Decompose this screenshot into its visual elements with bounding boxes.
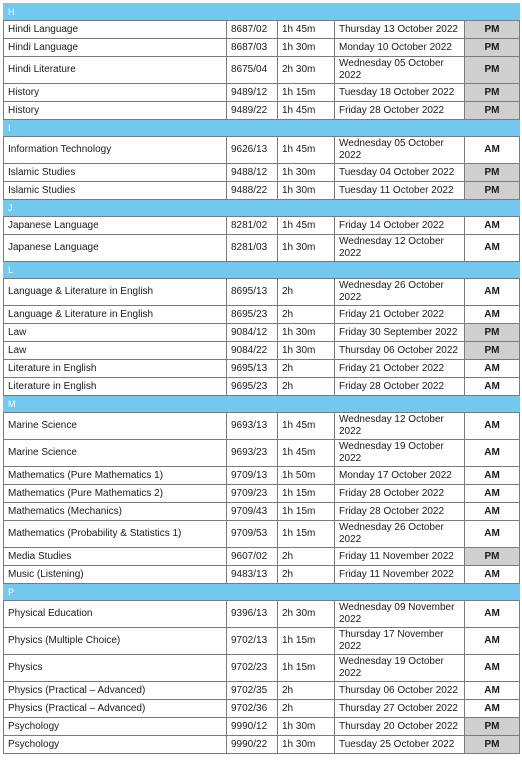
date-cell: Wednesday 05 October 2022 — [335, 57, 465, 84]
table-row — [4, 279, 520, 306]
table-row — [4, 700, 520, 718]
duration-cell: 1h 45m — [278, 137, 335, 164]
session-cell: PM — [465, 342, 520, 360]
code-cell: 9709/53 — [227, 521, 278, 548]
date-cell: Thursday 13 October 2022 — [335, 21, 465, 39]
code-cell: 9709/23 — [227, 485, 278, 503]
section-header — [4, 120, 520, 137]
table-row — [4, 182, 520, 200]
duration-cell: 1h 30m — [278, 736, 335, 754]
timetable-body — [4, 4, 520, 754]
session-cell: AM — [465, 700, 520, 718]
date-cell: Thursday 17 November 2022 — [335, 628, 465, 655]
duration-cell: 1h 50m — [278, 467, 335, 485]
code-cell: 9702/23 — [227, 655, 278, 682]
table-row — [4, 102, 520, 120]
section-header — [4, 4, 520, 21]
subject-cell: Physics (Practical – Advanced) — [4, 682, 227, 700]
subject-cell: Marine Science — [4, 413, 227, 440]
subject-cell: Literature in English — [4, 360, 227, 378]
date-cell: Tuesday 04 October 2022 — [335, 164, 465, 182]
table-row — [4, 601, 520, 628]
duration-cell: 1h 30m — [278, 182, 335, 200]
date-cell: Friday 21 October 2022 — [335, 360, 465, 378]
duration-cell: 1h 15m — [278, 485, 335, 503]
code-cell: 9489/22 — [227, 102, 278, 120]
table-row — [4, 342, 520, 360]
code-cell: 9488/12 — [227, 164, 278, 182]
code-cell: 9709/43 — [227, 503, 278, 521]
date-cell: Friday 11 November 2022 — [335, 566, 465, 584]
subject-cell: History — [4, 84, 227, 102]
table-row — [4, 84, 520, 102]
session-cell: AM — [465, 235, 520, 262]
session-cell: PM — [465, 324, 520, 342]
session-cell: PM — [465, 736, 520, 754]
duration-cell: 2h 30m — [278, 57, 335, 84]
table-row — [4, 503, 520, 521]
table-row — [4, 164, 520, 182]
code-cell: 9702/35 — [227, 682, 278, 700]
subject-cell: Mathematics (Probability & Statistics 1) — [4, 521, 227, 548]
date-cell: Wednesday 12 October 2022 — [335, 235, 465, 262]
subject-cell: Hindi Literature — [4, 57, 227, 84]
subject-cell: Literature in English — [4, 378, 227, 396]
duration-cell: 1h 15m — [278, 503, 335, 521]
duration-cell: 2h — [278, 548, 335, 566]
code-cell: 9607/02 — [227, 548, 278, 566]
subject-cell: Media Studies — [4, 548, 227, 566]
code-cell: 9695/13 — [227, 360, 278, 378]
subject-cell: Hindi Language — [4, 39, 227, 57]
code-cell: 8695/23 — [227, 306, 278, 324]
session-cell: AM — [465, 521, 520, 548]
duration-cell: 2h — [278, 682, 335, 700]
subject-cell: Information Technology — [4, 137, 227, 164]
date-cell: Friday 21 October 2022 — [335, 306, 465, 324]
subject-cell: Law — [4, 342, 227, 360]
subject-cell: Physics (Practical – Advanced) — [4, 700, 227, 718]
session-cell: AM — [465, 601, 520, 628]
subject-cell: Psychology — [4, 718, 227, 736]
table-row — [4, 360, 520, 378]
session-cell: AM — [465, 566, 520, 584]
subject-cell: Japanese Language — [4, 217, 227, 235]
code-cell: 9695/23 — [227, 378, 278, 396]
session-cell: AM — [465, 655, 520, 682]
table-row — [4, 736, 520, 754]
date-cell: Wednesday 26 October 2022 — [335, 279, 465, 306]
subject-cell: History — [4, 102, 227, 120]
code-cell: 8281/02 — [227, 217, 278, 235]
subject-cell: Mathematics (Mechanics) — [4, 503, 227, 521]
session-cell: AM — [465, 485, 520, 503]
duration-cell: 1h 45m — [278, 102, 335, 120]
subject-cell: Physics (Multiple Choice) — [4, 628, 227, 655]
duration-cell: 1h 15m — [278, 84, 335, 102]
section-letter: M — [4, 396, 520, 413]
table-row — [4, 628, 520, 655]
session-cell: AM — [465, 279, 520, 306]
subject-cell: Psychology — [4, 736, 227, 754]
code-cell: 8675/04 — [227, 57, 278, 84]
code-cell: 9990/22 — [227, 736, 278, 754]
date-cell: Thursday 27 October 2022 — [335, 700, 465, 718]
duration-cell: 1h 15m — [278, 655, 335, 682]
section-header — [4, 262, 520, 279]
subject-cell: Mathematics (Pure Mathematics 1) — [4, 467, 227, 485]
session-cell: PM — [465, 548, 520, 566]
subject-cell: Law — [4, 324, 227, 342]
code-cell: 9396/13 — [227, 601, 278, 628]
subject-cell: Physics — [4, 655, 227, 682]
date-cell: Thursday 06 October 2022 — [335, 682, 465, 700]
duration-cell: 1h 45m — [278, 440, 335, 467]
code-cell: 9702/36 — [227, 700, 278, 718]
section-header — [4, 396, 520, 413]
code-cell: 9489/12 — [227, 84, 278, 102]
duration-cell: 1h 45m — [278, 217, 335, 235]
duration-cell: 2h — [278, 566, 335, 584]
date-cell: Monday 10 October 2022 — [335, 39, 465, 57]
session-cell: AM — [465, 360, 520, 378]
table-row — [4, 324, 520, 342]
date-cell: Thursday 06 October 2022 — [335, 342, 465, 360]
table-row — [4, 440, 520, 467]
date-cell: Wednesday 09 November 2022 — [335, 601, 465, 628]
subject-cell: Music (Listening) — [4, 566, 227, 584]
section-letter: J — [4, 200, 520, 217]
date-cell: Friday 11 November 2022 — [335, 548, 465, 566]
session-cell: PM — [465, 182, 520, 200]
table-row — [4, 718, 520, 736]
duration-cell: 2h — [278, 306, 335, 324]
section-header — [4, 200, 520, 217]
code-cell: 9626/13 — [227, 137, 278, 164]
duration-cell: 2h — [278, 378, 335, 396]
date-cell: Wednesday 05 October 2022 — [335, 137, 465, 164]
date-cell: Tuesday 25 October 2022 — [335, 736, 465, 754]
duration-cell: 1h 15m — [278, 521, 335, 548]
subject-cell: Language & Literature in English — [4, 279, 227, 306]
date-cell: Friday 28 October 2022 — [335, 503, 465, 521]
session-cell: PM — [465, 84, 520, 102]
duration-cell: 1h 30m — [278, 235, 335, 262]
code-cell: 9702/13 — [227, 628, 278, 655]
table-row — [4, 521, 520, 548]
date-cell: Tuesday 11 October 2022 — [335, 182, 465, 200]
table-row — [4, 485, 520, 503]
date-cell: Friday 28 October 2022 — [335, 102, 465, 120]
duration-cell: 1h 30m — [278, 342, 335, 360]
session-cell: AM — [465, 628, 520, 655]
session-cell: PM — [465, 39, 520, 57]
session-cell: PM — [465, 57, 520, 84]
session-cell: AM — [465, 440, 520, 467]
section-header — [4, 584, 520, 601]
duration-cell: 2h — [278, 700, 335, 718]
code-cell: 9693/13 — [227, 413, 278, 440]
table-row — [4, 39, 520, 57]
date-cell: Friday 28 October 2022 — [335, 485, 465, 503]
code-cell: 9483/13 — [227, 566, 278, 584]
duration-cell: 1h 15m — [278, 628, 335, 655]
code-cell: 9709/13 — [227, 467, 278, 485]
subject-cell: Japanese Language — [4, 235, 227, 262]
table-row — [4, 655, 520, 682]
date-cell: Wednesday 26 October 2022 — [335, 521, 465, 548]
table-row — [4, 306, 520, 324]
session-cell: AM — [465, 306, 520, 324]
session-cell: PM — [465, 164, 520, 182]
date-cell: Monday 17 October 2022 — [335, 467, 465, 485]
date-cell: Tuesday 18 October 2022 — [335, 84, 465, 102]
session-cell: AM — [465, 378, 520, 396]
table-row — [4, 217, 520, 235]
session-cell: PM — [465, 718, 520, 736]
section-letter: I — [4, 120, 520, 137]
subject-cell: Islamic Studies — [4, 164, 227, 182]
table-row — [4, 566, 520, 584]
code-cell: 9990/12 — [227, 718, 278, 736]
duration-cell: 1h 30m — [278, 39, 335, 57]
session-cell: AM — [465, 682, 520, 700]
code-cell: 9488/22 — [227, 182, 278, 200]
session-cell: AM — [465, 137, 520, 164]
code-cell: 9084/12 — [227, 324, 278, 342]
section-letter: L — [4, 262, 520, 279]
subject-cell: Mathematics (Pure Mathematics 2) — [4, 485, 227, 503]
table-row — [4, 682, 520, 700]
code-cell: 8281/03 — [227, 235, 278, 262]
duration-cell: 1h 30m — [278, 718, 335, 736]
date-cell: Wednesday 12 October 2022 — [335, 413, 465, 440]
duration-cell: 1h 45m — [278, 21, 335, 39]
duration-cell: 2h 30m — [278, 601, 335, 628]
code-cell: 9693/23 — [227, 440, 278, 467]
duration-cell: 2h — [278, 360, 335, 378]
date-cell: Thursday 20 October 2022 — [335, 718, 465, 736]
date-cell: Friday 30 September 2022 — [335, 324, 465, 342]
session-cell: AM — [465, 467, 520, 485]
date-cell: Friday 28 October 2022 — [335, 378, 465, 396]
session-cell: AM — [465, 413, 520, 440]
table-row — [4, 378, 520, 396]
duration-cell: 1h 45m — [278, 413, 335, 440]
subject-cell: Hindi Language — [4, 21, 227, 39]
duration-cell: 2h — [278, 279, 335, 306]
session-cell: AM — [465, 503, 520, 521]
code-cell: 8687/03 — [227, 39, 278, 57]
table-row — [4, 467, 520, 485]
date-cell: Wednesday 19 October 2022 — [335, 655, 465, 682]
code-cell: 9084/22 — [227, 342, 278, 360]
table-row — [4, 548, 520, 566]
duration-cell: 1h 30m — [278, 164, 335, 182]
section-letter: H — [4, 4, 520, 21]
table-row — [4, 57, 520, 84]
date-cell: Wednesday 19 October 2022 — [335, 440, 465, 467]
code-cell: 8687/02 — [227, 21, 278, 39]
date-cell: Friday 14 October 2022 — [335, 217, 465, 235]
subject-cell: Language & Literature in English — [4, 306, 227, 324]
table-row — [4, 21, 520, 39]
session-cell: PM — [465, 102, 520, 120]
subject-cell: Physical Education — [4, 601, 227, 628]
exam-timetable — [3, 3, 520, 754]
table-row — [4, 413, 520, 440]
duration-cell: 1h 30m — [278, 324, 335, 342]
table-row — [4, 137, 520, 164]
code-cell: 8695/13 — [227, 279, 278, 306]
session-cell: PM — [465, 21, 520, 39]
section-letter: P — [4, 584, 520, 601]
subject-cell: Islamic Studies — [4, 182, 227, 200]
table-row — [4, 235, 520, 262]
subject-cell: Marine Science — [4, 440, 227, 467]
session-cell: AM — [465, 217, 520, 235]
